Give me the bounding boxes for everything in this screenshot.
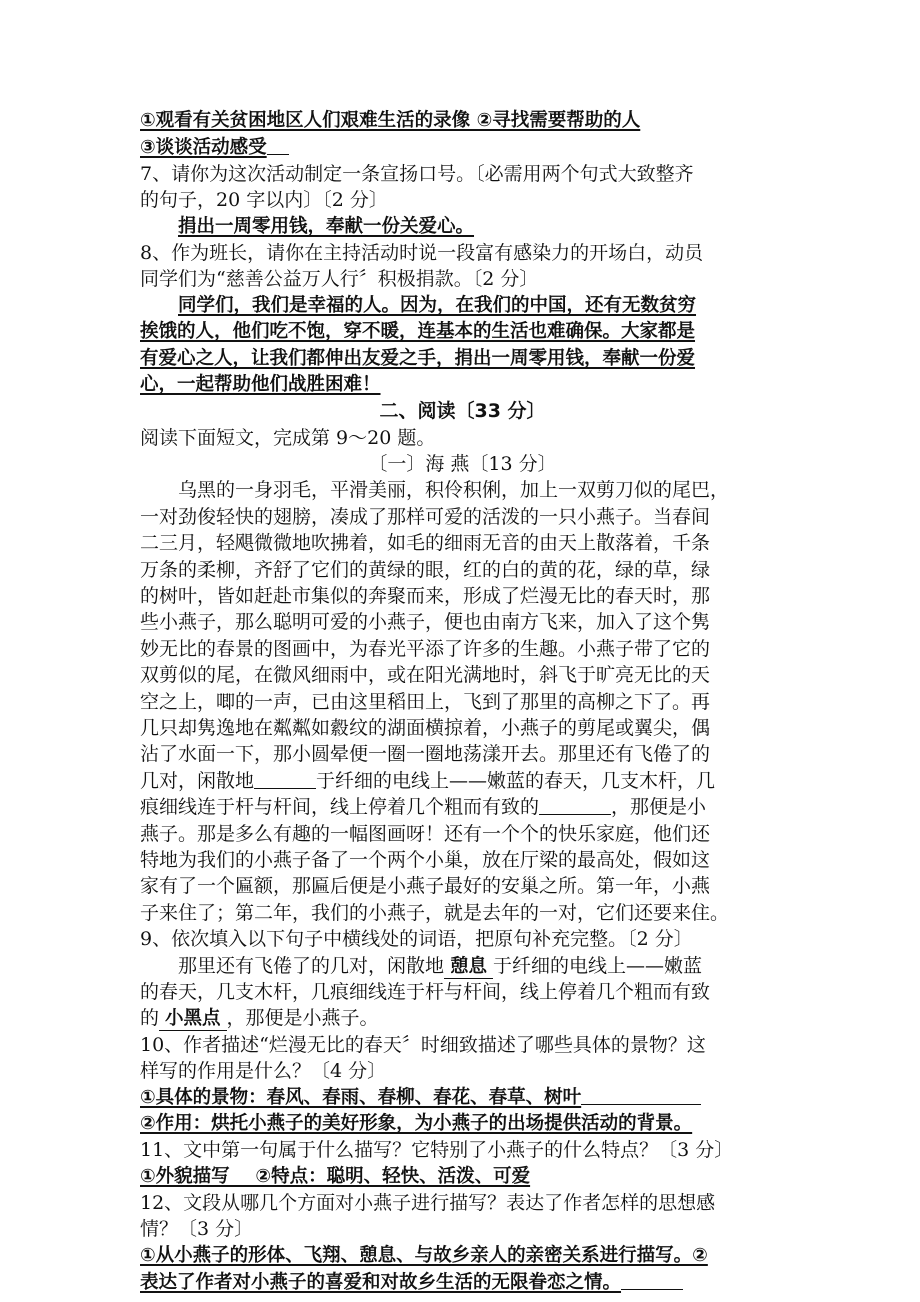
q9-question: 9、依次填入以下句子中横线处的词语，把原句补充完整。〔2 分〕: [140, 928, 693, 951]
q9-sentence: 的春天，几支木杆，几痕细线连于杆与杆间，线上停着几个粗而有致: [140, 980, 711, 1003]
passage-line: 双剪似的尾，在微风细雨中，或在阳光满地时，斜飞于旷亮无比的天: [140, 664, 711, 687]
passage-line: 于纤细的电线上——嫩蓝的春天，几支木杆，几: [316, 769, 716, 792]
answer-blank: [621, 1269, 683, 1290]
passage-line: 家有了一个匾额，那匾后便是小燕子最好的安巢之所。第一年，小燕: [140, 875, 711, 898]
passage-line: 一对劲俊轻快的翅膀，凑成了那样可爱的活泼的一只小燕子。当春间: [140, 505, 711, 528]
passage-line: 几只却隽逸地在粼粼如縠纹的湖面横掠着，小燕子的剪尾或翼尖，偶: [140, 716, 711, 739]
q10-answer-line2: ②作用：烘托小燕子的美好形象，为小燕子的出场提供活动的背景。: [140, 1112, 693, 1134]
q9-fill-answer-2: 小黑点: [159, 1008, 227, 1031]
q12-answer-line2: 表达了作者对小燕子的喜爱和对故乡生活的无限眷恋之情。: [140, 1272, 622, 1294]
q7-answer: 捐出一周零用钱，奉献一份关爱心。: [178, 215, 475, 237]
activity-steps-line2: ③谈谈活动感受: [140, 137, 267, 159]
answer-blank: [267, 134, 289, 155]
passage-line: 万条的柔柳，齐舒了它们的黄绿的眼，红的白的黄的花，绿的草，绿: [140, 558, 711, 581]
q9-sentence: ，那便是小燕子。: [226, 1007, 379, 1030]
passage-text: [140, 477, 785, 926]
answer-blank: [581, 1084, 701, 1105]
q7-question-line2: 的句子，20 字以内〕〔2 分〕: [140, 189, 388, 212]
q12-question-line2: 情？〔3 分〕: [140, 1218, 254, 1241]
passage-line: 燕子。那是多么有趣的一幅图画呀！还有一个个的快乐家庭，他们还: [140, 822, 711, 845]
passage-blank-1: [254, 768, 316, 789]
q9-sentence: 那里还有飞倦了的几对，闲散地: [178, 954, 445, 977]
q11-answer: ①外貌描写 ②特点：聪明、轻快、活泼、可爱: [140, 1165, 531, 1187]
passage-line: 几对，闲散地: [140, 769, 255, 792]
passage-line: 些小燕子，那么聪明可爱的小燕子，便也由南方飞来，加入了这个隽: [140, 611, 711, 634]
q8-answer-line4: 心，一起帮助他们战胜困难！: [140, 373, 381, 395]
q10-question-line2: 样写的作用是什么？〔4 分〕: [140, 1060, 387, 1083]
passage-line: 的树叶，皆如赶赴市集似的奔聚而来，形成了烂漫无比的春天时，那: [140, 585, 711, 608]
passage-line: 二三月，轻飓微微地吹拂着，如毛的细雨无音的由天上散落着，千条: [140, 532, 711, 555]
passage-line: 空之上，唧的一声，已由这里稻田上，飞到了那里的高柳之下了。再: [140, 690, 711, 713]
activity-steps: [140, 108, 785, 134]
passage-line: 特地为我们的小燕子备了一个两个小巢，放在厅梁的最高处，假如这: [140, 848, 711, 871]
activity-steps-line1: ①观看有关贫困地区人们艰难生活的录像 ②寻找需要帮助的人: [140, 110, 641, 131]
q11-question: 11、文中第一句属于什么描写？它特别了小燕子的什么特点？〔3 分〕: [140, 1139, 734, 1162]
q8-answer-line2: 挨饿的人，他们吃不饱，穿不暖，连基本的生活也难确保。大家都是: [140, 321, 696, 343]
section-title: 二、阅读〔33 分〕: [379, 400, 546, 423]
q12-answer-line1: ①从小燕子的形体、飞翔、憩息、与故乡亲人的亲密关系进行描写。②: [140, 1244, 708, 1266]
q7-question-line1: 7、请你为这次活动制定一条宣扬口号。〔必需用两个句式大致整齐: [140, 162, 694, 185]
passage-line: 乌黑的一身羽毛，平滑美丽，积伶积俐，加上一双剪刀似的尾巴，: [178, 479, 730, 502]
q8-answer-line1: 同学们，我们是幸福的人。因为，在我们的中国，还有无数贫穷: [178, 294, 697, 316]
passage-subtitle: 〔一〕海 燕〔13 分〕: [368, 453, 557, 476]
q8-question-line1: 8、作为班长，请你在主持活动时说一段富有感染力的开场白，动员: [140, 241, 704, 264]
passage-line: 妙无比的春景的图画中，为春光平添了许多的生趣。小燕子带了它的: [140, 637, 711, 660]
passage-line: 子来住了；第二年，我们的小燕子，就是去年的一对，它们还要来住。: [140, 901, 730, 924]
q10-answer-line1: ①具体的景物：春风、春雨、春柳、春花、春草、树叶: [140, 1087, 582, 1109]
q8-question-line2: 同学们为“慈善公益万人行〞积极捐款。〔2 分〕: [140, 268, 539, 291]
q9-fill-answer-1: 憩息: [444, 956, 493, 979]
q10-question-line1: 10、作者描述“烂漫无比的春天〞时细致描述了哪些具体的景物？这: [140, 1033, 706, 1056]
passage-blank-2: [539, 794, 611, 815]
q9-sentence: 的: [140, 1007, 160, 1030]
q8-answer-line3: 有爱心之人，让我们都伸出友爱之手，捐出一周零用钱，奉献一份爱: [140, 347, 696, 369]
section-intro: 阅读下面短文，完成第 9～20 题。: [140, 426, 436, 449]
worksheet-page: [140, 108, 785, 1296]
passage-line: 痕细线连于杆与杆间，线上停着几个粗而有致的: [140, 796, 540, 819]
passage-line: ，那便是小: [611, 796, 707, 819]
passage-line: 沾了水面一下，那小圆晕便一圈一圈地荡漾开去。那里还有飞倦了的: [140, 743, 711, 766]
q12-question-line1: 12、文段从哪几个方面对小燕子进行描写？表达了作者怎样的思想感: [140, 1192, 716, 1215]
q9-sentence: 于纤细的电线上——嫩蓝: [493, 954, 703, 977]
